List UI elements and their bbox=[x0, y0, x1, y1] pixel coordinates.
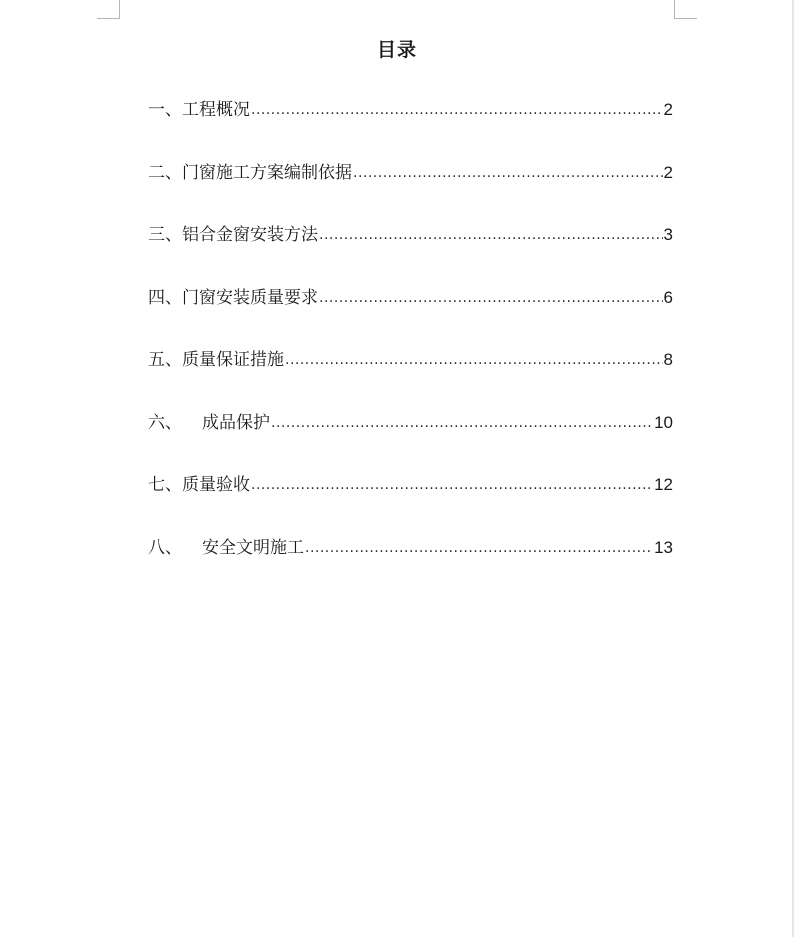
toc-dot-leader bbox=[285, 345, 663, 374]
toc-dot-leader bbox=[319, 220, 663, 249]
toc-entry-label: 质量验收 bbox=[182, 475, 250, 495]
toc-entry[interactable] bbox=[148, 96, 673, 159]
toc-entry-page: 8 bbox=[663, 350, 673, 369]
toc-entry[interactable] bbox=[148, 471, 673, 534]
toc-title: 目录 bbox=[376, 39, 417, 61]
crop-mark-top-left bbox=[97, 0, 120, 19]
toc-entry-label: 门窗施工方案编制依据 bbox=[182, 162, 352, 183]
toc-entry-page: 10 bbox=[654, 412, 673, 432]
toc-entry-page: 12 bbox=[654, 475, 673, 494]
toc-entry-page: 2 bbox=[663, 162, 673, 182]
table-of-contents bbox=[148, 96, 673, 596]
toc-entry-number: 五、 bbox=[148, 350, 182, 370]
toc-entry[interactable] bbox=[148, 284, 673, 347]
toc-entry-number: 七、 bbox=[148, 475, 182, 495]
toc-entry-label: 质量保证措施 bbox=[182, 350, 284, 370]
toc-entry-page: 6 bbox=[663, 287, 673, 307]
toc-entry-number: 一、 bbox=[148, 100, 182, 120]
toc-entry-number: 四、 bbox=[148, 287, 182, 308]
toc-entry-label: 工程概况 bbox=[182, 100, 250, 120]
toc-entry-label: 铝合金窗安装方法 bbox=[182, 225, 318, 245]
toc-entry[interactable] bbox=[148, 534, 673, 597]
toc-dot-leader bbox=[305, 533, 653, 562]
toc-dot-leader bbox=[353, 158, 663, 187]
toc-entry-label: 安全文明施工 bbox=[202, 537, 304, 558]
toc-entry-page: 2 bbox=[663, 100, 673, 119]
toc-entry[interactable] bbox=[148, 159, 673, 222]
toc-entry-number: 三、 bbox=[148, 225, 182, 245]
toc-entry[interactable] bbox=[148, 409, 673, 472]
toc-entry-number: 六、 bbox=[148, 412, 182, 433]
toc-entry-page: 3 bbox=[663, 225, 673, 244]
toc-dot-leader bbox=[251, 470, 653, 499]
toc-entry-number: 二、 bbox=[148, 162, 182, 183]
toc-entry[interactable] bbox=[148, 346, 673, 409]
toc-entry-label: 门窗安装质量要求 bbox=[182, 287, 318, 308]
toc-dot-leader bbox=[271, 408, 653, 437]
toc-entry-number: 八、 bbox=[148, 537, 182, 558]
toc-entry-label: 成品保护 bbox=[202, 412, 270, 433]
toc-entry-page: 13 bbox=[654, 537, 673, 557]
toc-entry[interactable] bbox=[148, 221, 673, 284]
crop-mark-top-right bbox=[674, 0, 697, 19]
toc-dot-leader bbox=[319, 283, 663, 312]
toc-dot-leader bbox=[251, 95, 663, 124]
